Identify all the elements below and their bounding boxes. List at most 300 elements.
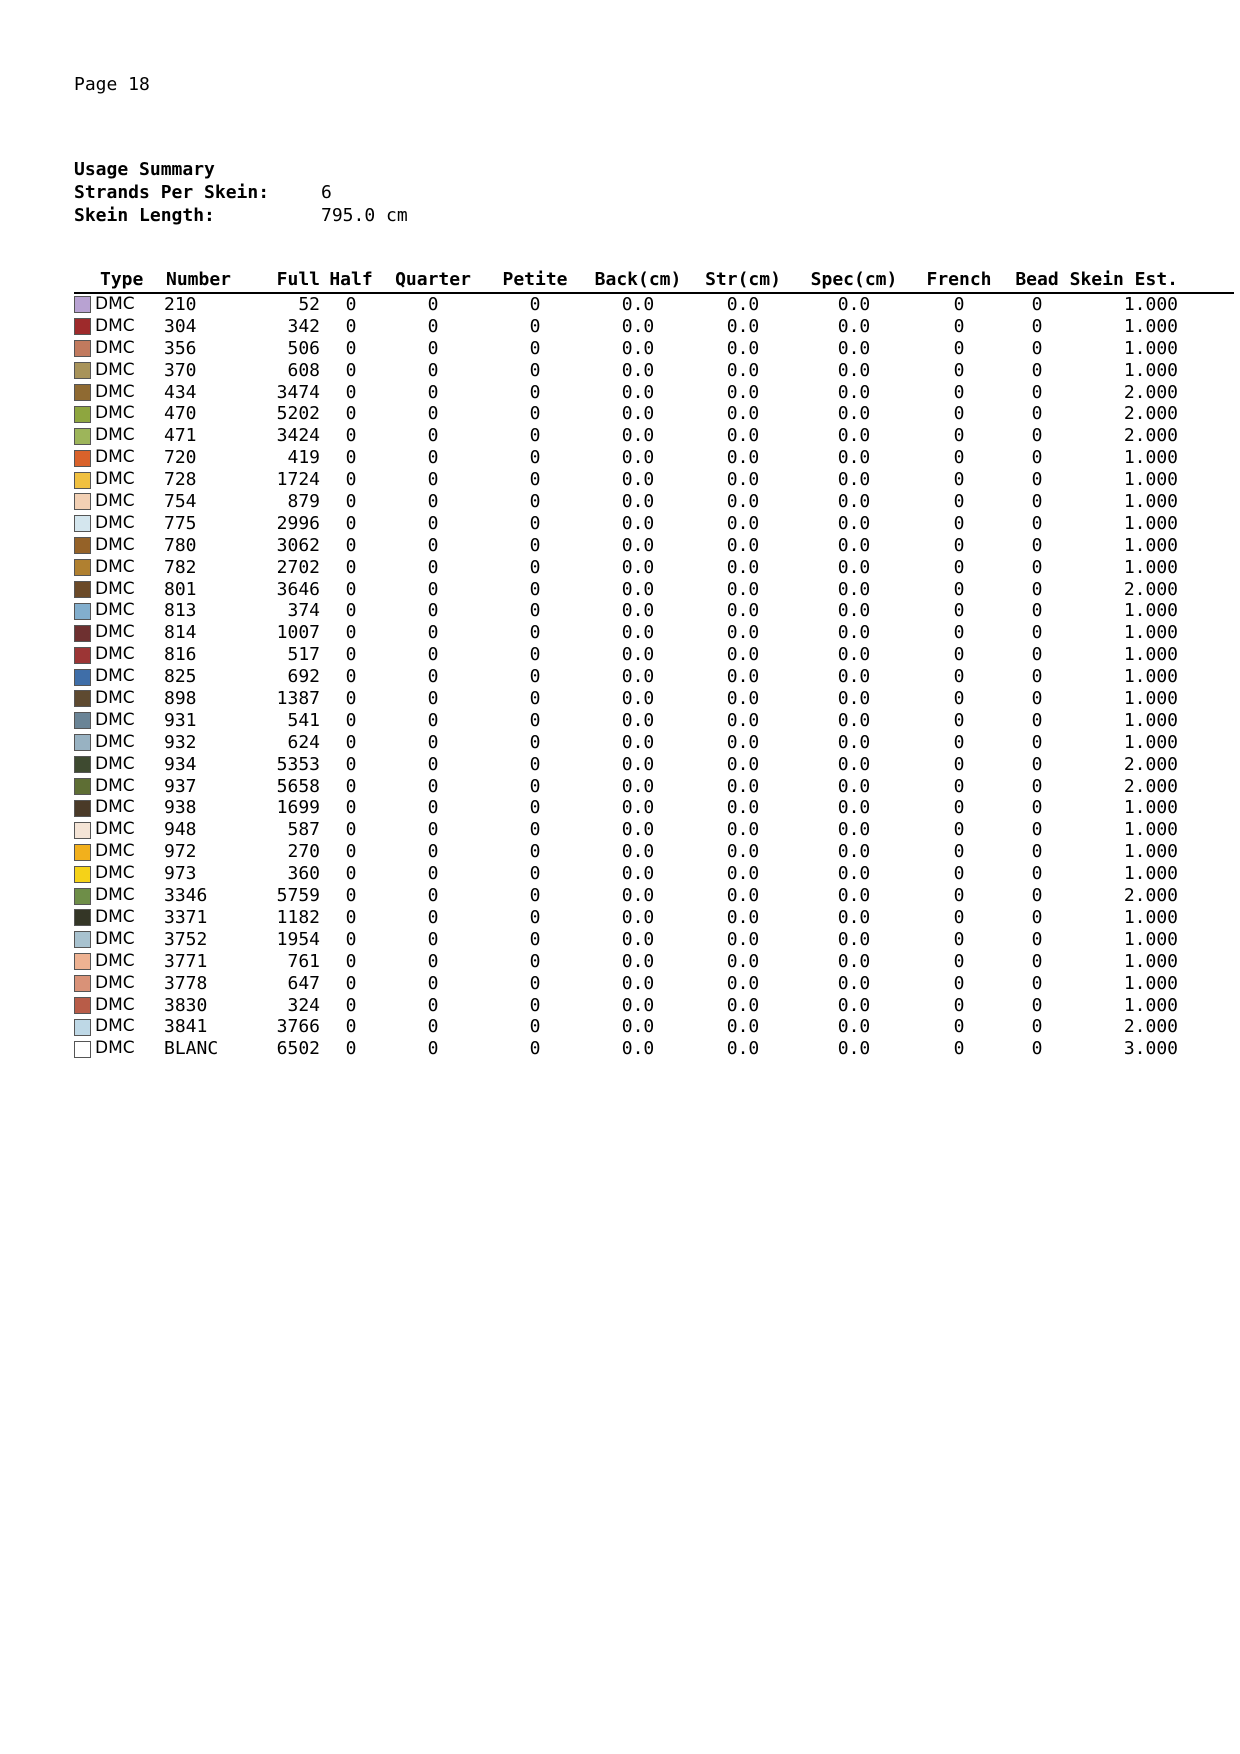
table-row [74,622,1234,644]
cell-bead: 0 [1031,819,1043,841]
type-text: DMC [95,534,135,555]
cell-type [74,600,164,622]
cell-str: 0.0 [726,644,760,666]
color-swatch [74,888,91,905]
cell-petite: 0 [529,1038,541,1060]
cell-type [74,885,164,907]
table-row [74,776,1234,798]
cell-back: 0.0 [621,928,655,950]
cell-spec: 0.0 [837,600,871,622]
cell-quarter: 0 [427,666,439,688]
cell-str: 0.0 [726,491,760,513]
cell-type [74,754,164,776]
type-text: DMC [95,491,135,512]
cell-quarter: 0 [427,972,439,994]
cell-bead: 0 [1031,425,1043,447]
cell-half: 0 [345,491,357,513]
color-swatch [74,428,91,445]
cell-number: 814 [164,622,197,644]
cell-petite: 0 [529,315,541,337]
type-text: DMC [95,950,135,971]
skein-length-label: Skein Length: [74,205,215,226]
cell-str: 0.0 [726,797,760,819]
cell-bead: 0 [1031,600,1043,622]
cell-back: 0.0 [621,491,655,513]
cell-spec: 0.0 [837,1038,871,1060]
cell-back: 0.0 [621,578,655,600]
cell-half: 0 [345,469,357,491]
cell-type [74,929,164,951]
cell-full: 587 [287,819,320,841]
cell-type [74,557,164,579]
cell-quarter: 0 [427,337,439,359]
cell-back: 0.0 [621,841,655,863]
cell-number: 934 [164,753,197,775]
color-swatch [74,450,91,467]
cell-str: 0.0 [726,622,760,644]
cell-type [74,1016,164,1038]
usage-table [74,268,1234,1060]
cell-french: 0 [953,469,965,491]
cell-quarter: 0 [427,1038,439,1060]
header-petite: Petite [502,269,568,290]
cell-skein-est: 2.000 [1123,885,1178,907]
cell-french: 0 [953,1016,965,1038]
cell-str: 0.0 [726,666,760,688]
color-swatch [74,822,91,839]
cell-type [74,447,164,469]
cell-skein-est: 1.000 [1123,491,1178,513]
header-french: French [926,269,992,290]
cell-skein-est: 1.000 [1123,841,1178,863]
cell-quarter: 0 [427,906,439,928]
header-number: Number [166,269,232,290]
cell-skein-est: 1.000 [1123,819,1178,841]
cell-petite: 0 [529,753,541,775]
cell-full: 342 [287,315,320,337]
cell-petite: 0 [529,534,541,556]
type-text: DMC [95,556,135,577]
cell-spec: 0.0 [837,950,871,972]
cell-quarter: 0 [427,381,439,403]
cell-french: 0 [953,337,965,359]
header-skein-est: Skein Est. [1069,269,1178,290]
cell-number: 813 [164,600,197,622]
cell-petite: 0 [529,797,541,819]
cell-skein-est: 1.000 [1123,709,1178,731]
color-swatch [74,778,91,795]
cell-back: 0.0 [621,819,655,841]
cell-str: 0.0 [726,425,760,447]
cell-bead: 0 [1031,688,1043,710]
color-swatch [74,712,91,729]
cell-spec: 0.0 [837,315,871,337]
cell-french: 0 [953,491,965,513]
cell-str: 0.0 [726,578,760,600]
cell-str: 0.0 [726,753,760,775]
table-row [74,447,1234,469]
cell-back: 0.0 [621,622,655,644]
table-row [74,951,1234,973]
cell-spec: 0.0 [837,534,871,556]
cell-skein-est: 1.000 [1123,666,1178,688]
cell-number: 937 [164,775,197,797]
cell-back: 0.0 [621,381,655,403]
cell-spec: 0.0 [837,469,871,491]
cell-quarter: 0 [427,709,439,731]
cell-full: 1699 [276,797,320,819]
cell-skein-est: 1.000 [1123,906,1178,928]
cell-half: 0 [345,447,357,469]
cell-full: 5353 [276,753,320,775]
cell-french: 0 [953,534,965,556]
cell-back: 0.0 [621,972,655,994]
cell-back: 0.0 [621,600,655,622]
cell-bead: 0 [1031,994,1043,1016]
cell-str: 0.0 [726,469,760,491]
table-row [74,797,1234,819]
cell-skein-est: 2.000 [1123,1016,1178,1038]
table-row [74,841,1234,863]
cell-petite: 0 [529,578,541,600]
cell-type [74,360,164,382]
cell-skein-est: 1.000 [1123,315,1178,337]
type-text: DMC [95,885,135,906]
cell-back: 0.0 [621,469,655,491]
cell-half: 0 [345,403,357,425]
cell-str: 0.0 [726,950,760,972]
cell-half: 0 [345,775,357,797]
cell-half: 0 [345,688,357,710]
cell-type [74,907,164,929]
type-text: DMC [95,841,135,862]
cell-skein-est: 1.000 [1123,359,1178,381]
table-row [74,688,1234,710]
cell-french: 0 [953,403,965,425]
cell-petite: 0 [529,403,541,425]
cell-skein-est: 1.000 [1123,622,1178,644]
cell-petite: 0 [529,819,541,841]
table-row [74,929,1234,951]
cell-str: 0.0 [726,447,760,469]
cell-back: 0.0 [621,950,655,972]
cell-back: 0.0 [621,425,655,447]
cell-str: 0.0 [726,906,760,928]
cell-french: 0 [953,885,965,907]
cell-quarter: 0 [427,950,439,972]
cell-half: 0 [345,1016,357,1038]
page-label: Page 18 [74,74,150,95]
cell-number: 3778 [164,972,208,994]
cell-bead: 0 [1031,622,1043,644]
cell-petite: 0 [529,885,541,907]
cell-half: 0 [345,381,357,403]
table-row [74,710,1234,732]
cell-number: 3771 [164,950,208,972]
cell-french: 0 [953,315,965,337]
cell-quarter: 0 [427,1016,439,1038]
cell-str: 0.0 [726,512,760,534]
cell-type [74,644,164,666]
strands-per-skein-value: 6 [321,182,332,203]
cell-type [74,776,164,798]
cell-bead: 0 [1031,315,1043,337]
cell-number: BLANC [164,1038,219,1060]
cell-back: 0.0 [621,294,655,315]
cell-full: 3646 [276,578,320,600]
cell-number: 210 [164,294,197,315]
cell-spec: 0.0 [837,403,871,425]
cell-number: 825 [164,666,197,688]
color-swatch [74,296,91,313]
cell-quarter: 0 [427,731,439,753]
type-text: DMC [95,359,135,380]
color-swatch [74,800,91,817]
table-row [74,579,1234,601]
cell-str: 0.0 [726,556,760,578]
cell-skein-est: 1.000 [1123,600,1178,622]
cell-spec: 0.0 [837,731,871,753]
cell-half: 0 [345,644,357,666]
cell-bead: 0 [1031,491,1043,513]
color-swatch [74,669,91,686]
cell-petite: 0 [529,928,541,950]
cell-bead: 0 [1031,906,1043,928]
cell-number: 370 [164,359,197,381]
type-text: DMC [95,1038,135,1059]
cell-back: 0.0 [621,863,655,885]
color-swatch [74,844,91,861]
cell-skein-est: 1.000 [1123,863,1178,885]
cell-half: 0 [345,425,357,447]
cell-quarter: 0 [427,556,439,578]
cell-quarter: 0 [427,688,439,710]
cell-back: 0.0 [621,906,655,928]
cell-french: 0 [953,688,965,710]
cell-bead: 0 [1031,885,1043,907]
cell-petite: 0 [529,906,541,928]
cell-spec: 0.0 [837,512,871,534]
cell-skein-est: 2.000 [1123,403,1178,425]
cell-bead: 0 [1031,337,1043,359]
color-swatch [74,866,91,883]
cell-petite: 0 [529,863,541,885]
cell-type [74,973,164,995]
table-row [74,863,1234,885]
cell-number: 932 [164,731,197,753]
cell-half: 0 [345,622,357,644]
cell-bead: 0 [1031,578,1043,600]
table-row [74,403,1234,425]
cell-bead: 0 [1031,841,1043,863]
cell-skein-est: 1.000 [1123,688,1178,710]
cell-skein-est: 2.000 [1123,425,1178,447]
cell-quarter: 0 [427,578,439,600]
cell-bead: 0 [1031,512,1043,534]
cell-french: 0 [953,709,965,731]
cell-spec: 0.0 [837,556,871,578]
type-text: DMC [95,578,135,599]
cell-skein-est: 1.000 [1123,994,1178,1016]
cell-quarter: 0 [427,644,439,666]
header-full: Full [276,269,320,290]
cell-half: 0 [345,600,357,622]
cell-type [74,688,164,710]
cell-type [74,995,164,1017]
cell-number: 3841 [164,1016,208,1038]
cell-petite: 0 [529,644,541,666]
cell-bead: 0 [1031,863,1043,885]
cell-french: 0 [953,359,965,381]
cell-petite: 0 [529,994,541,1016]
cell-french: 0 [953,841,965,863]
cell-full: 1387 [276,688,320,710]
type-text: DMC [95,425,135,446]
color-swatch [74,997,91,1014]
cell-full: 1007 [276,622,320,644]
cell-type [74,425,164,447]
cell-half: 0 [345,972,357,994]
cell-spec: 0.0 [837,578,871,600]
cell-half: 0 [345,753,357,775]
cell-full: 1954 [276,928,320,950]
table-row [74,425,1234,447]
cell-back: 0.0 [621,359,655,381]
cell-skein-est: 1.000 [1123,556,1178,578]
color-swatch [74,340,91,357]
cell-skein-est: 1.000 [1123,447,1178,469]
cell-french: 0 [953,928,965,950]
type-text: DMC [95,622,135,643]
cell-french: 0 [953,666,965,688]
cell-bead: 0 [1031,972,1043,994]
cell-back: 0.0 [621,885,655,907]
cell-french: 0 [953,775,965,797]
cell-full: 2996 [276,512,320,534]
cell-skein-est: 1.000 [1123,972,1178,994]
cell-skein-est: 1.000 [1123,294,1178,315]
cell-quarter: 0 [427,797,439,819]
color-swatch [74,625,91,642]
cell-half: 0 [345,863,357,885]
cell-spec: 0.0 [837,644,871,666]
cell-number: 754 [164,491,197,513]
cell-full: 3424 [276,425,320,447]
color-swatch [74,734,91,751]
cell-spec: 0.0 [837,491,871,513]
table-body [74,294,1234,1060]
cell-type [74,863,164,885]
cell-skein-est: 1.000 [1123,469,1178,491]
table-row [74,644,1234,666]
cell-french: 0 [953,622,965,644]
cell-skein-est: 1.000 [1123,644,1178,666]
cell-number: 780 [164,534,197,556]
cell-french: 0 [953,753,965,775]
table-row [74,1038,1234,1060]
type-text: DMC [95,863,135,884]
type-text: DMC [95,709,135,730]
cell-type [74,513,164,535]
cell-french: 0 [953,972,965,994]
cell-skein-est: 2.000 [1123,753,1178,775]
color-swatch [74,953,91,970]
cell-petite: 0 [529,622,541,644]
cell-str: 0.0 [726,381,760,403]
type-text: DMC [95,381,135,402]
cell-skein-est: 2.000 [1123,578,1178,600]
type-text: DMC [95,819,135,840]
table-row [74,469,1234,491]
color-swatch [74,603,91,620]
type-text: DMC [95,688,135,709]
cell-half: 0 [345,841,357,863]
color-swatch [74,1019,91,1036]
cell-full: 2702 [276,556,320,578]
type-text: DMC [95,644,135,665]
cell-french: 0 [953,578,965,600]
color-swatch [74,756,91,773]
cell-str: 0.0 [726,1016,760,1038]
cell-type [74,710,164,732]
cell-skein-est: 1.000 [1123,731,1178,753]
cell-bead: 0 [1031,381,1043,403]
cell-quarter: 0 [427,819,439,841]
color-swatch [74,975,91,992]
cell-full: 5658 [276,775,320,797]
cell-full: 506 [287,337,320,359]
table-row [74,338,1234,360]
cell-petite: 0 [529,841,541,863]
color-swatch [74,581,91,598]
table-row [74,600,1234,622]
cell-back: 0.0 [621,1016,655,1038]
color-swatch [74,559,91,576]
cell-str: 0.0 [726,731,760,753]
cell-french: 0 [953,863,965,885]
cell-full: 624 [287,731,320,753]
cell-back: 0.0 [621,731,655,753]
table-row [74,907,1234,929]
cell-half: 0 [345,294,357,315]
cell-half: 0 [345,337,357,359]
type-text: DMC [95,337,135,358]
cell-str: 0.0 [726,841,760,863]
cell-str: 0.0 [726,294,760,315]
cell-half: 0 [345,556,357,578]
cell-quarter: 0 [427,600,439,622]
cell-bead: 0 [1031,797,1043,819]
cell-full: 608 [287,359,320,381]
cell-number: 782 [164,556,197,578]
cell-full: 1182 [276,906,320,928]
type-text: DMC [95,731,135,752]
color-swatch [74,406,91,423]
cell-number: 931 [164,709,197,731]
type-text: DMC [95,666,135,687]
cell-skein-est: 3.000 [1123,1038,1178,1060]
cell-quarter: 0 [427,425,439,447]
cell-bead: 0 [1031,666,1043,688]
cell-petite: 0 [529,469,541,491]
cell-petite: 0 [529,775,541,797]
table-row [74,666,1234,688]
table-row [74,360,1234,382]
table-row [74,513,1234,535]
cell-spec: 0.0 [837,359,871,381]
cell-half: 0 [345,885,357,907]
cell-petite: 0 [529,337,541,359]
